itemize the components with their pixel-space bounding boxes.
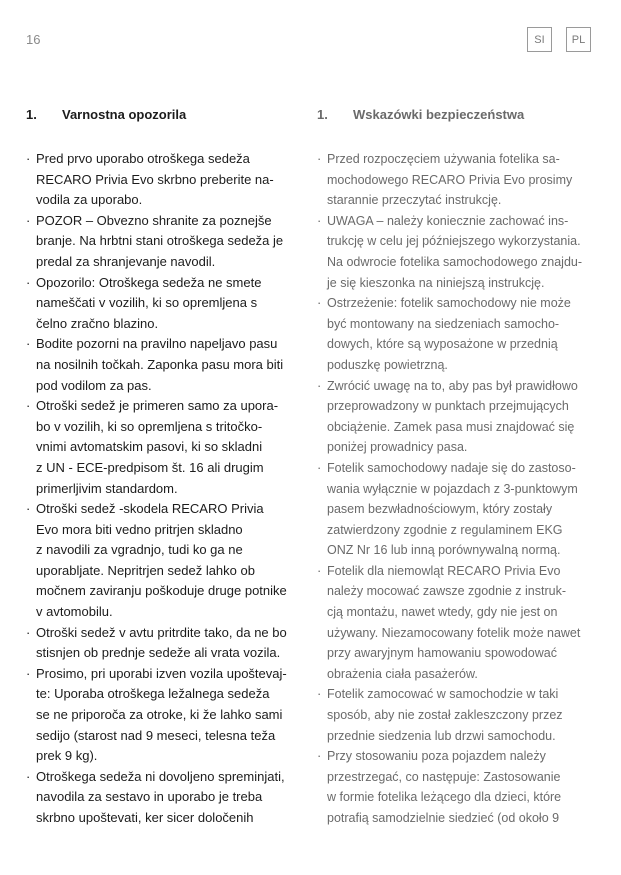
list-item-line: potrafią samodzielnie siedzieć (od około 9 (327, 811, 560, 825)
list-item-line: te: Uporaba otroškega ležalnega sedeža (36, 686, 270, 702)
list-item-line: sposób, aby nie został zakleszczony przez (327, 708, 563, 723)
list-item (26, 396, 308, 499)
language-badge-pl: PL (566, 27, 591, 52)
list-item-line: branje. Na hrbtni stani otroškega sedeža je (36, 233, 284, 249)
list-item-line: predal za shranjevanje navodil. (36, 253, 216, 269)
section-number: 1. (26, 107, 37, 122)
list-item (26, 334, 308, 396)
list-item-line: · Otroškega sedeža ni dovoljeno spreminjati, (36, 768, 285, 784)
list-item-line: cją montażu, nawet wtedy, gdy nie jest on (327, 605, 558, 620)
safety-list-pl (317, 149, 597, 829)
list-item-line: zatwierdzony zgodnie z regulaminem EKG (327, 522, 563, 537)
list-item-line: poniżej prowadnicy pasa. (327, 440, 468, 455)
list-item-line: starannie przeczytać instrukcję. (327, 193, 502, 208)
language-badge-si: SI (527, 27, 552, 52)
list-item-line: · Prosimo, pri uporabi izven vozila upoštevaj- (36, 665, 287, 681)
list-item-line: Evo mora biti vedno pritrjen skladno (36, 521, 243, 537)
list-item-line: prek 9 kg). (36, 748, 98, 764)
list-item-line: · Fotelik zamocować w samochodzie w taki (327, 687, 559, 702)
slovenian-column (26, 105, 308, 829)
list-item-line: je się kieszonka na niniejszą instrukcję. (327, 275, 545, 290)
list-item-line: · Opozorilo: Otroškega sedeža ne smete (36, 274, 262, 290)
list-item (317, 149, 597, 211)
list-item-line: należy mocować zawsze zgodnie z instruk- (327, 584, 566, 599)
list-item (317, 458, 597, 561)
list-item-line: · Otroški sedež je primeren samo za upora- (36, 398, 279, 414)
list-item-line: Na odwrocie fotelika samochodowego znajdu- (327, 254, 583, 269)
list-item-line: nameščati v vozilih, ki so opremljena s (36, 295, 258, 311)
list-item-line: · Przy stosowaniu poza pojazdem należy (327, 749, 546, 764)
list-item-line: sedijo (starost nad 9 meseci, telesna teža (36, 727, 276, 743)
list-item-line: przy awaryjnym hamowaniu spowodować (327, 646, 557, 661)
list-item-line: z UN - ECE-predpisom št. 16 ali drugim (36, 459, 264, 475)
list-item-line: močnem zaviranju poškoduje druge potnike (36, 583, 287, 599)
list-item (317, 561, 597, 685)
list-item (26, 664, 308, 767)
list-item-line: używany. Niezamocowany fotelik może nawet (327, 625, 581, 640)
list-item-line: przeprowadzony w punktach przejmujących (327, 399, 569, 414)
list-item-line: w formie fotelika leżącego dla dzieci, które (327, 790, 562, 805)
safety-list-si (26, 149, 308, 829)
list-item-line: · Ostrzeżenie: fotelik samochodowy nie może (327, 296, 571, 311)
list-item (317, 376, 597, 458)
list-item-line: navodila za sestavo in uporabo je treba (36, 789, 263, 805)
section-heading-si (26, 105, 308, 125)
list-item-line: · Przed rozpoczęciem używania fotelika sa- (327, 152, 560, 166)
list-item (26, 767, 308, 829)
list-item (317, 293, 597, 375)
list-item-line: przestrzegać, co następuje: Zastosowanie (327, 769, 561, 784)
list-item-line: vodila za uporabo. (36, 192, 143, 208)
list-item (26, 273, 308, 335)
list-item (26, 499, 308, 623)
list-item-line: dowych, które są wyposażone w przednią (327, 337, 558, 352)
list-item-line: ONZ Nr 16 lub inną porównywalną normą. (327, 543, 561, 558)
list-item-line: stisnjen ob prednje sedeže ali vrata vozila. (36, 645, 281, 661)
list-item (317, 211, 597, 293)
list-item-line: · Fotelik samochodowy nadaje się do zastoso- (327, 460, 576, 475)
list-item-line: z navodili za vgradnjo, tudi ko ga ne (36, 542, 243, 558)
section-number: 1. (317, 107, 328, 122)
list-item (317, 746, 597, 828)
list-item-line: pod vodilom za pas. (36, 377, 152, 393)
list-item-line: se ne priporoča za otroke, ki že lahko sami (36, 707, 283, 723)
list-item-line: vnimi avtomatskim pasovi, ki so skladni (36, 439, 263, 455)
list-item-line: pasem bezwładnościowym, który zostały (327, 502, 553, 517)
section-heading-pl (317, 105, 597, 125)
list-item-line: · Pred prvo uporabo otroškega sedeža (36, 151, 250, 166)
list-item-line: primerljivim standardom. (36, 480, 178, 496)
section-title: Varnostna opozorila (62, 107, 187, 122)
list-item (26, 211, 308, 273)
list-item-line: być montowany na siedzeniach samocho- (327, 316, 560, 331)
list-item-line: RECARO Privia Evo skrbno preberite na- (36, 171, 274, 187)
list-item-line: poduszkę powietrzną. (327, 357, 448, 372)
list-item (26, 623, 308, 664)
list-item-line: · UWAGA – należy koniecznie zachować ins- (327, 213, 569, 228)
list-item-line: v avtomobilu. (36, 604, 113, 620)
page-number: 16 (26, 32, 41, 47)
list-item-line: przednie siedzenia lub drzwi samochodu. (327, 728, 556, 743)
list-item-line: obrażenia ciała pasażerów. (327, 666, 478, 681)
list-item-line: · Otroški sedež -skodela RECARO Privia (36, 501, 264, 517)
list-item-line: · Otroški sedež v avtu pritrdite tako, da ne bo (36, 624, 287, 640)
list-item-line: · Fotelik dla niemowląt RECARO Privia Evo (327, 563, 561, 578)
list-item-line: na nosilnih točkah. Zaponka pasu mora biti (36, 356, 284, 372)
list-item-line: · Bodite pozorni na pravilno napeljavo pasu (36, 336, 278, 352)
list-item (26, 149, 308, 211)
polish-column (317, 105, 597, 829)
list-item-line: · Zwrócić uwagę na to, aby pas był prawidłowo (327, 378, 578, 393)
list-item-line: bo v vozilih, ki so opremljena s tritočko- (36, 418, 263, 434)
list-item-line: trukcję w celu jej późniejszego wykorzystania. (327, 234, 581, 249)
list-item-line: wania wyłącznie w pojazdach z 3-punktowym (327, 481, 578, 496)
list-item (317, 684, 597, 746)
section-title: Wskazówki bezpieczeństwa (353, 107, 525, 122)
list-item-line: obciążenie. Zamek pasa musi znajdować się (327, 419, 575, 434)
list-item-line: čelno zračno blazino. (36, 315, 159, 331)
list-item-line: mochodowego RECARO Privia Evo prosimy (327, 172, 573, 187)
list-item-line: uporabljate. Nepritrjen sedež lahko ob (36, 562, 255, 578)
list-item-line: · POZOR – Obvezno shranite za poznejše (36, 212, 272, 228)
list-item-line: skrbno upoštevati, ker sicer določenih (36, 810, 254, 825)
